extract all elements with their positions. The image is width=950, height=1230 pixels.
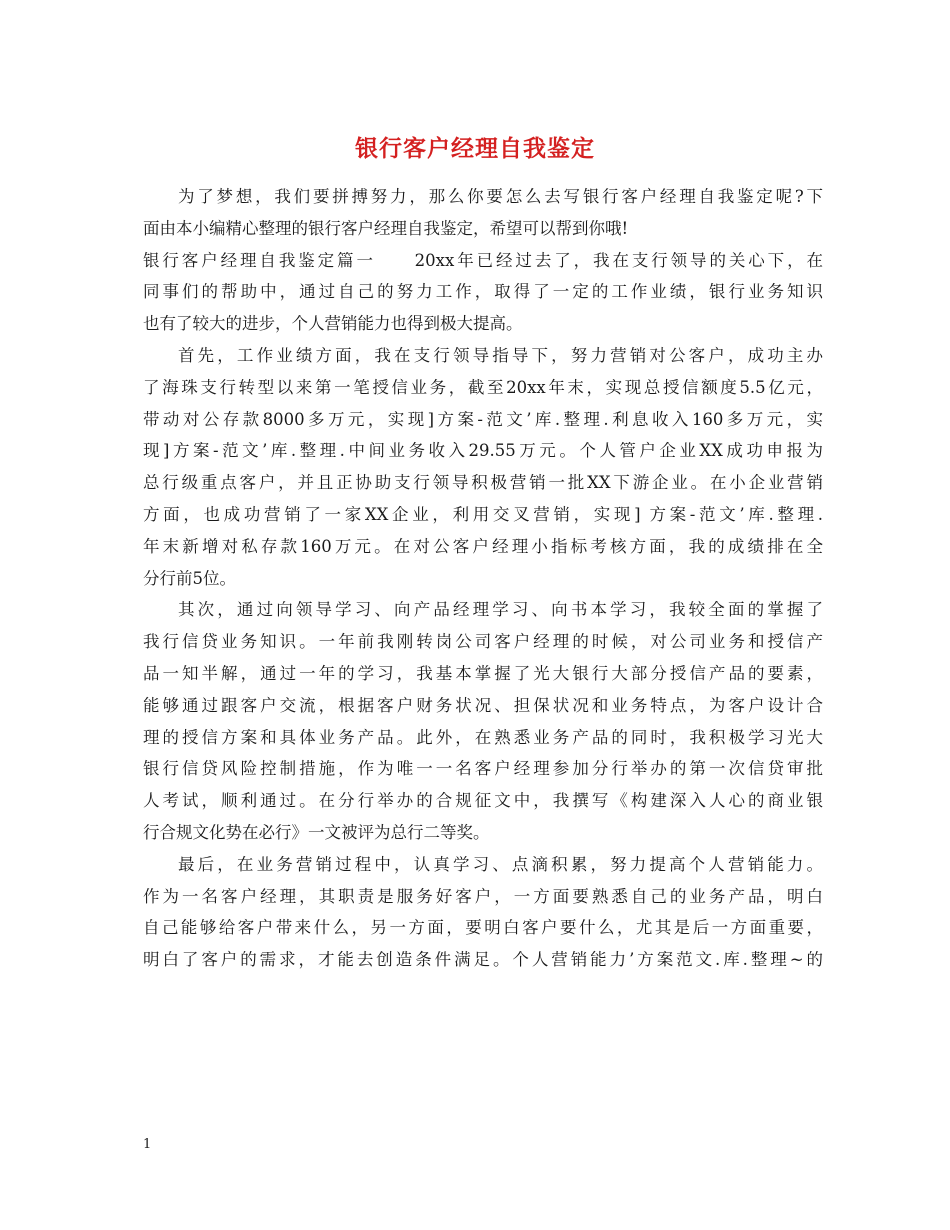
text-line: 能够通过跟客户交流，根据客户财务状况、担保状况和业务特点，为客户设计合 bbox=[143, 695, 823, 715]
text-line: 明白了客户的需求，才能去创造条件满足。个人营销能力’方案范文.库.整理~的 bbox=[143, 950, 823, 970]
text-line: 银行信贷风险控制措施，作为唯一一名客户经理参加分行举办的第一次信贷审批 bbox=[143, 759, 823, 779]
text-line: 最后，在业务营销过程中，认真学习、点滴积累，努力提高个人营销能力。 bbox=[178, 854, 823, 874]
text-line: 为了梦想，我们要拼搏努力，那么你要怎么去写银行客户经理自我鉴定呢?下 bbox=[178, 187, 823, 206]
document-body bbox=[143, 181, 823, 976]
text-line: 品一知半解，通过一年的学习，我基本掌握了光大银行大部分授信产品的要素， bbox=[143, 663, 823, 683]
text-line: 总行级重点客户，并且正协助支行领导积极营销一批XX下游企业。在小企业营销 bbox=[143, 473, 823, 493]
document-title: 银行客户经理自我鉴定 bbox=[355, 135, 595, 162]
text-line: 其次，通过向领导学习、向产品经理学习、向书本学习，我较全面的掌握了 bbox=[178, 600, 823, 620]
text-line: 分行前5位。 bbox=[143, 568, 236, 588]
text-line: 自己能够给客户带来什么，另一方面，要明白客户要什么，尤其是后一方面重要， bbox=[143, 918, 823, 938]
text-line: 作为一名客户经理，其职责是服务好客户，一方面要熟悉自己的业务产品，明白 bbox=[143, 886, 823, 906]
text-line: 首先，工作业绩方面，我在支行领导指导下，努力营销对公客户，成功主办 bbox=[178, 345, 823, 365]
text-line: 同事们的帮助中，通过自己的努力工作，取得了一定的工作业绩，银行业务知识 bbox=[143, 282, 823, 302]
page-number: 1 bbox=[143, 1137, 152, 1152]
text-line: 年末新增对私存款160万元。在对公客户经理小指标考核方面，我的成绩排在全 bbox=[143, 536, 823, 556]
text-line: 行合规文化势在必行》一文被评为总行二等奖。 bbox=[143, 822, 490, 842]
text-line: 带动对公存款8000多万元，实现]方案-范文’库.整理.利息收入160多万元，实 bbox=[143, 409, 823, 429]
text-line: 了海珠支行转型以来第一笔授信业务，截至20xx年末，实现总授信额度5.5亿元， bbox=[143, 377, 823, 397]
text-line: 面由本小编精心整理的银行客户经理自我鉴定，希望可以帮到你哦! bbox=[143, 218, 629, 238]
text-line: 银行客户经理自我鉴定篇一 20xx年已经过去了，我在支行领导的关心下，在 bbox=[143, 250, 823, 270]
text-line: 方面，也成功营销了一家XX企业，利用交叉营销，实现] 方案-范文’库.整理. bbox=[143, 504, 823, 524]
text-line: 现]方案-范文’库.整理.中间业务收入29.55万元。个人管户企业XX成功申报为 bbox=[143, 441, 823, 461]
text-line: 我行信贷业务知识。一年前我刚转岗公司客户经理的时候，对公司业务和授信产 bbox=[143, 632, 823, 652]
text-line: 理的授信方案和具体业务产品。此外，在熟悉业务产品的同时，我积极学习光大 bbox=[143, 727, 823, 747]
text-line: 人考试，顺利通过。在分行举办的合规征文中，我撰写《构建深入人心的商业银 bbox=[143, 791, 823, 811]
text-line: 也有了较大的进步，个人营销能力也得到极大提高。 bbox=[143, 314, 523, 334]
